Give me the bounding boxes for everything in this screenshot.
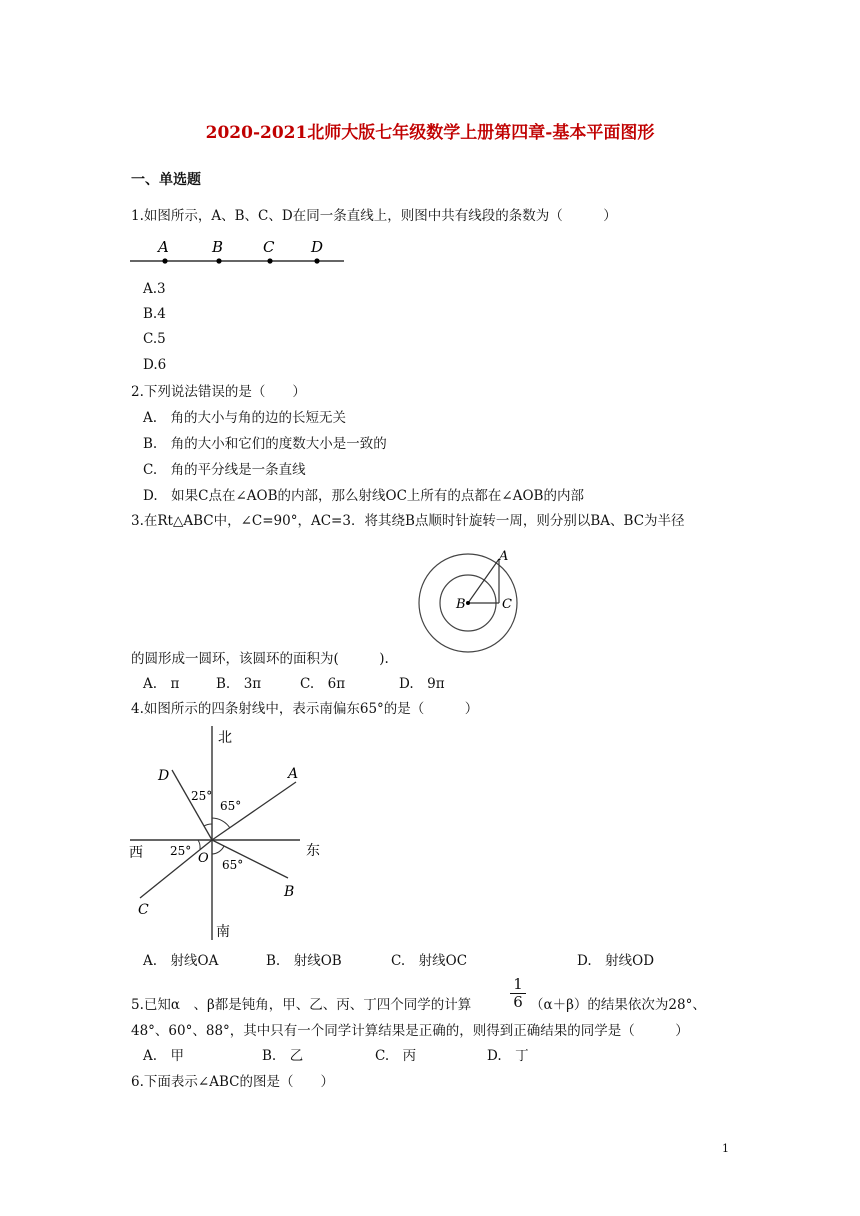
q5-fraction	[510, 976, 526, 1011]
q4-option-c: C. 射线OC	[391, 953, 468, 969]
q1-label-d: D	[311, 238, 324, 256]
page-title: 2020-2021北师大版七年级数学上册第四章-基本平面图形	[205, 123, 655, 143]
q4-label-d: D	[158, 768, 170, 784]
q4-angle-a: 65°	[220, 799, 242, 813]
q4-angle-d: 25°	[191, 789, 213, 803]
q3-annulus-figure	[416, 538, 526, 660]
q2-option-b: B. 角的大小和它们的度数大小是一致的	[143, 436, 387, 452]
q3-label-a: A	[499, 549, 509, 564]
q1-point-c	[267, 258, 272, 263]
section-heading: 一、单选题	[131, 172, 201, 188]
q1-option-a: A.3	[143, 281, 166, 297]
q5-stem-continued: （α＋β）的结果依次为28°、	[530, 997, 706, 1013]
q3-option-c: C. 6π	[300, 676, 346, 692]
q4-label-north: 北	[218, 730, 232, 746]
q1-label-c: C	[263, 238, 275, 256]
q2-option-a: A. 角的大小与角的边的长短无关	[143, 410, 347, 426]
q4-compass-figure	[128, 722, 328, 944]
q2-stem: 2.下列说法错误的是（ ）	[131, 384, 306, 400]
q3-option-a: A. π	[143, 676, 180, 692]
q1-point-d	[314, 258, 319, 263]
q5-option-d: D. 丁	[487, 1048, 529, 1064]
q5-stem: 5.已知α 、β都是钝角，甲、乙、丙、丁四个同学的计算	[131, 997, 472, 1013]
q3-label-b: B	[456, 597, 466, 612]
q1-option-c: C.5	[143, 331, 166, 347]
page-number: 1	[722, 1142, 729, 1155]
q4-option-a: A. 射线OA	[143, 953, 219, 969]
q4-label-o: O	[198, 851, 209, 866]
q4-angle-c: 25°	[170, 844, 192, 858]
q4-stem: 4.如图所示的四条射线中，表示南偏东65°的是（ ）	[131, 701, 479, 717]
q1-stem: 1.如图所示，A、B、C、D在同一条直线上，则图中共有线段的条数为（ ）	[131, 208, 617, 224]
q1-line-figure	[128, 232, 348, 268]
q4-label-east: 东	[306, 843, 320, 859]
q1-label-a: A	[158, 238, 169, 256]
q4-angle-b: 65°	[222, 858, 244, 872]
q3-stem: 3.在Rt△ABC中，∠C=90°，AC=3．将其绕B点顺时针旋转一周，则分别以BA、BC为半径	[131, 513, 685, 529]
q1-option-d: D.6	[143, 357, 167, 373]
q4-label-b: B	[284, 884, 295, 900]
q6-stem: 6.下面表示∠ABC的图是（ ）	[131, 1074, 334, 1090]
q4-ray-d	[172, 770, 212, 840]
q2-option-d: D. 如果C点在∠AOB的内部，那么射线OC上所有的点都在∠AOB的内部	[143, 488, 584, 504]
q4-label-a: A	[288, 766, 299, 782]
q4-label-c: C	[138, 902, 149, 918]
q3-option-d: D. 9π	[399, 676, 445, 692]
q3-stem-continued: 的圆形成一圆环，该圆环的面积为( ).	[131, 651, 389, 667]
q1-option-b: B.4	[143, 306, 166, 322]
q5-option-b: B. 乙	[262, 1048, 304, 1064]
q3-label-c: C	[502, 597, 512, 612]
q5-option-c: C. 丙	[375, 1048, 417, 1064]
q4-option-d: D. 射线OD	[577, 953, 655, 969]
q4-label-south: 南	[216, 924, 230, 940]
q4-option-b: B. 射线OB	[266, 953, 342, 969]
q1-point-a	[162, 258, 167, 263]
q2-option-c: C. 角的平分线是一条直线	[143, 462, 306, 478]
q5-fraction-denominator: 6	[510, 993, 526, 1011]
q5-stem-line2: 48°、60°、88°，其中只有一个同学计算结果是正确的，则得到正确结果的同学是（ ）	[131, 1023, 689, 1039]
q3-option-b: B. 3π	[216, 676, 262, 692]
q5-fraction-numerator: 1	[513, 975, 523, 993]
q4-label-west: 西	[129, 845, 143, 861]
q5-option-a: A. 甲	[143, 1048, 185, 1064]
q1-point-b	[216, 258, 221, 263]
q1-label-b: B	[212, 238, 224, 256]
